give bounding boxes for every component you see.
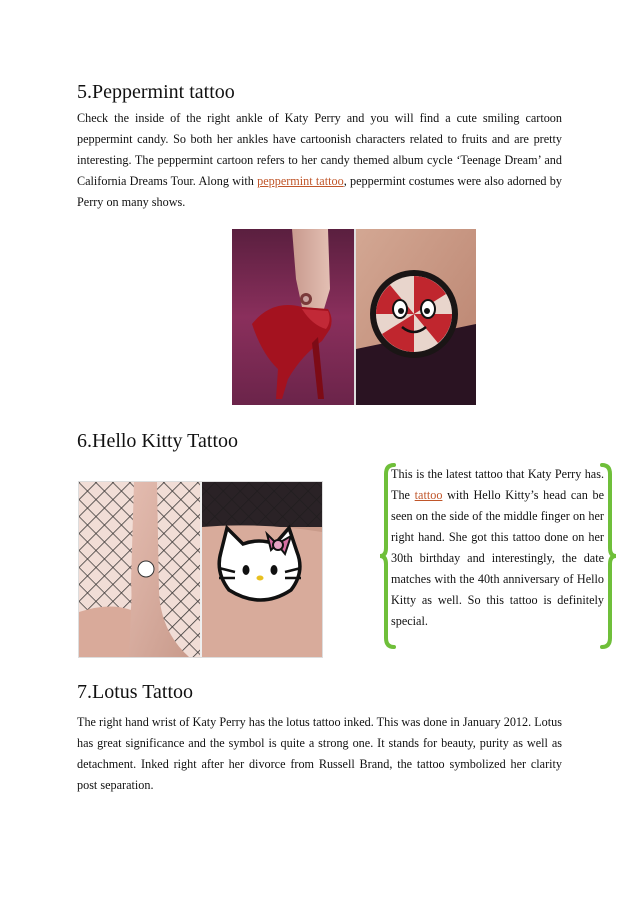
paragraph-lotus: The right hand wrist of Katy Perry has the lotus tattoo inked. This was done in January 2012. Lotus has great significance and the symbol is quite a strong one. It stands for beauty, purity as well as detachment. Inked right after her divorce from Russell Brand, the tattoo symbolized her clarity post separation. — [77, 715, 562, 792]
section-heading-hello-kitty: 6.Hello Kitty Tattoo — [77, 430, 238, 452]
paragraph-text: , peppermint costumes were also adorned by Perry on many shows. — [77, 174, 562, 209]
peppermint-tattoo-photo — [232, 229, 476, 405]
sidebar-text: This is the latest tattoo that Katy Perry has. The — [391, 467, 604, 502]
peppermint-tattoo-link[interactable]: peppermint tattoo — [257, 174, 344, 188]
section-heading-lotus: 7.Lotus Tattoo — [77, 681, 194, 703]
tattoo-link[interactable]: tattoo — [414, 488, 443, 502]
paragraph-text: Check the inside of the right ankle of Katy Perry and you will find a cute smiling cartoon peppermint candy. So both her ankles have cartoonish characters related to fruits and are pretty interesting. The peppermint cartoon refers to her candy themed album cycle ‘Teenage Dream’ and California Dreams Tour. Along with — [77, 111, 562, 188]
hello-kitty-sidebar-text — [391, 464, 604, 632]
hello-kitty-tattoo-photo — [78, 481, 323, 658]
section-heading-peppermint: 5.Peppermint tattoo — [77, 81, 235, 103]
sidebar-text: with Hello Kitty’s head can be seen on the side of the middle finger on her right hand. She got this tattoo done on her 30th birthday and interestingly, the date matches with the 40th anniversary of Hello Kitty as well. So this tattoo is definitely special. — [391, 488, 604, 628]
paragraph-peppermint — [77, 108, 562, 213]
